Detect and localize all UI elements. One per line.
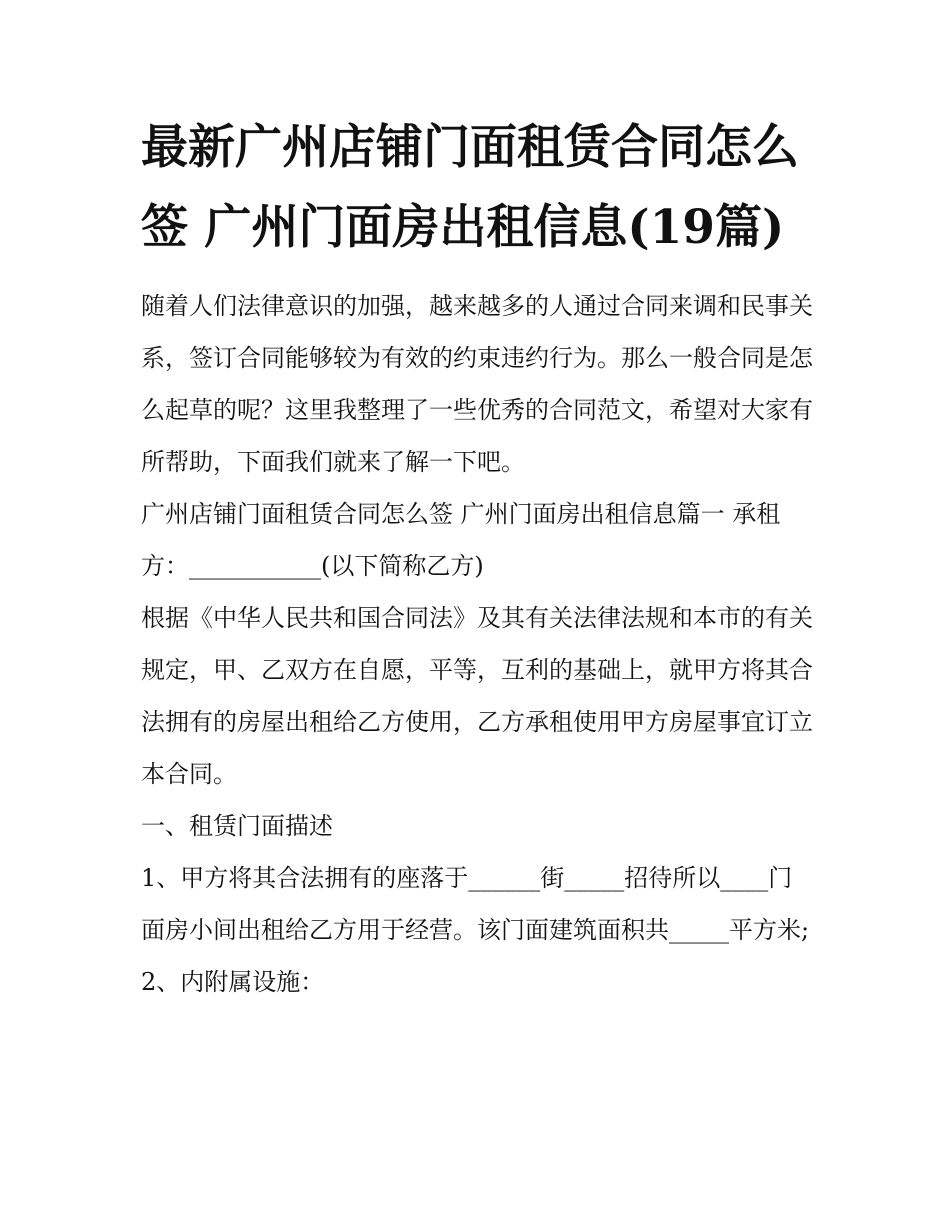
clause-item-2: 2、内附属设施：: [141, 968, 325, 996]
intro-paragraph: 随着人们法律意识的加强，越来越多的人通过合同来调和民事关系，签订合同能够较为有效的约束违约行为。那么一般合同是怎么起草的呢？这里我整理了一些优秀的合同范文，希望对大家有所帮助，下面我们就来了解一下吧。: [141, 292, 813, 476]
clause-heading-rental-description: 一、租赁门面描述: [141, 812, 333, 840]
clause-item-1: 1、甲方将其合法拥有的座落于______街_____招待所以____门面房小间出租给乙方用于经营。该门面建筑面积共_____平方米;: [141, 864, 810, 944]
document-title: 最新广州店铺门面租赁合同怎么签 广州门面房出租信息(19篇): [141, 120, 799, 255]
document-page: [141, 108, 813, 1008]
section-heading-part-one: 广州店铺门面租赁合同怎么签 广州门面房出租信息篇一 承租方：___________(以下简称乙方): [141, 500, 781, 580]
legal-basis-paragraph: 根据《中华人民共和国合同法》及其有关法律法规和本市的有关规定，甲、乙双方在自愿，平等，互利的基础上，就甲方将其合法拥有的房屋出租给乙方使用，乙方承租使用甲方房屋事宜订立本合同。: [141, 604, 813, 788]
